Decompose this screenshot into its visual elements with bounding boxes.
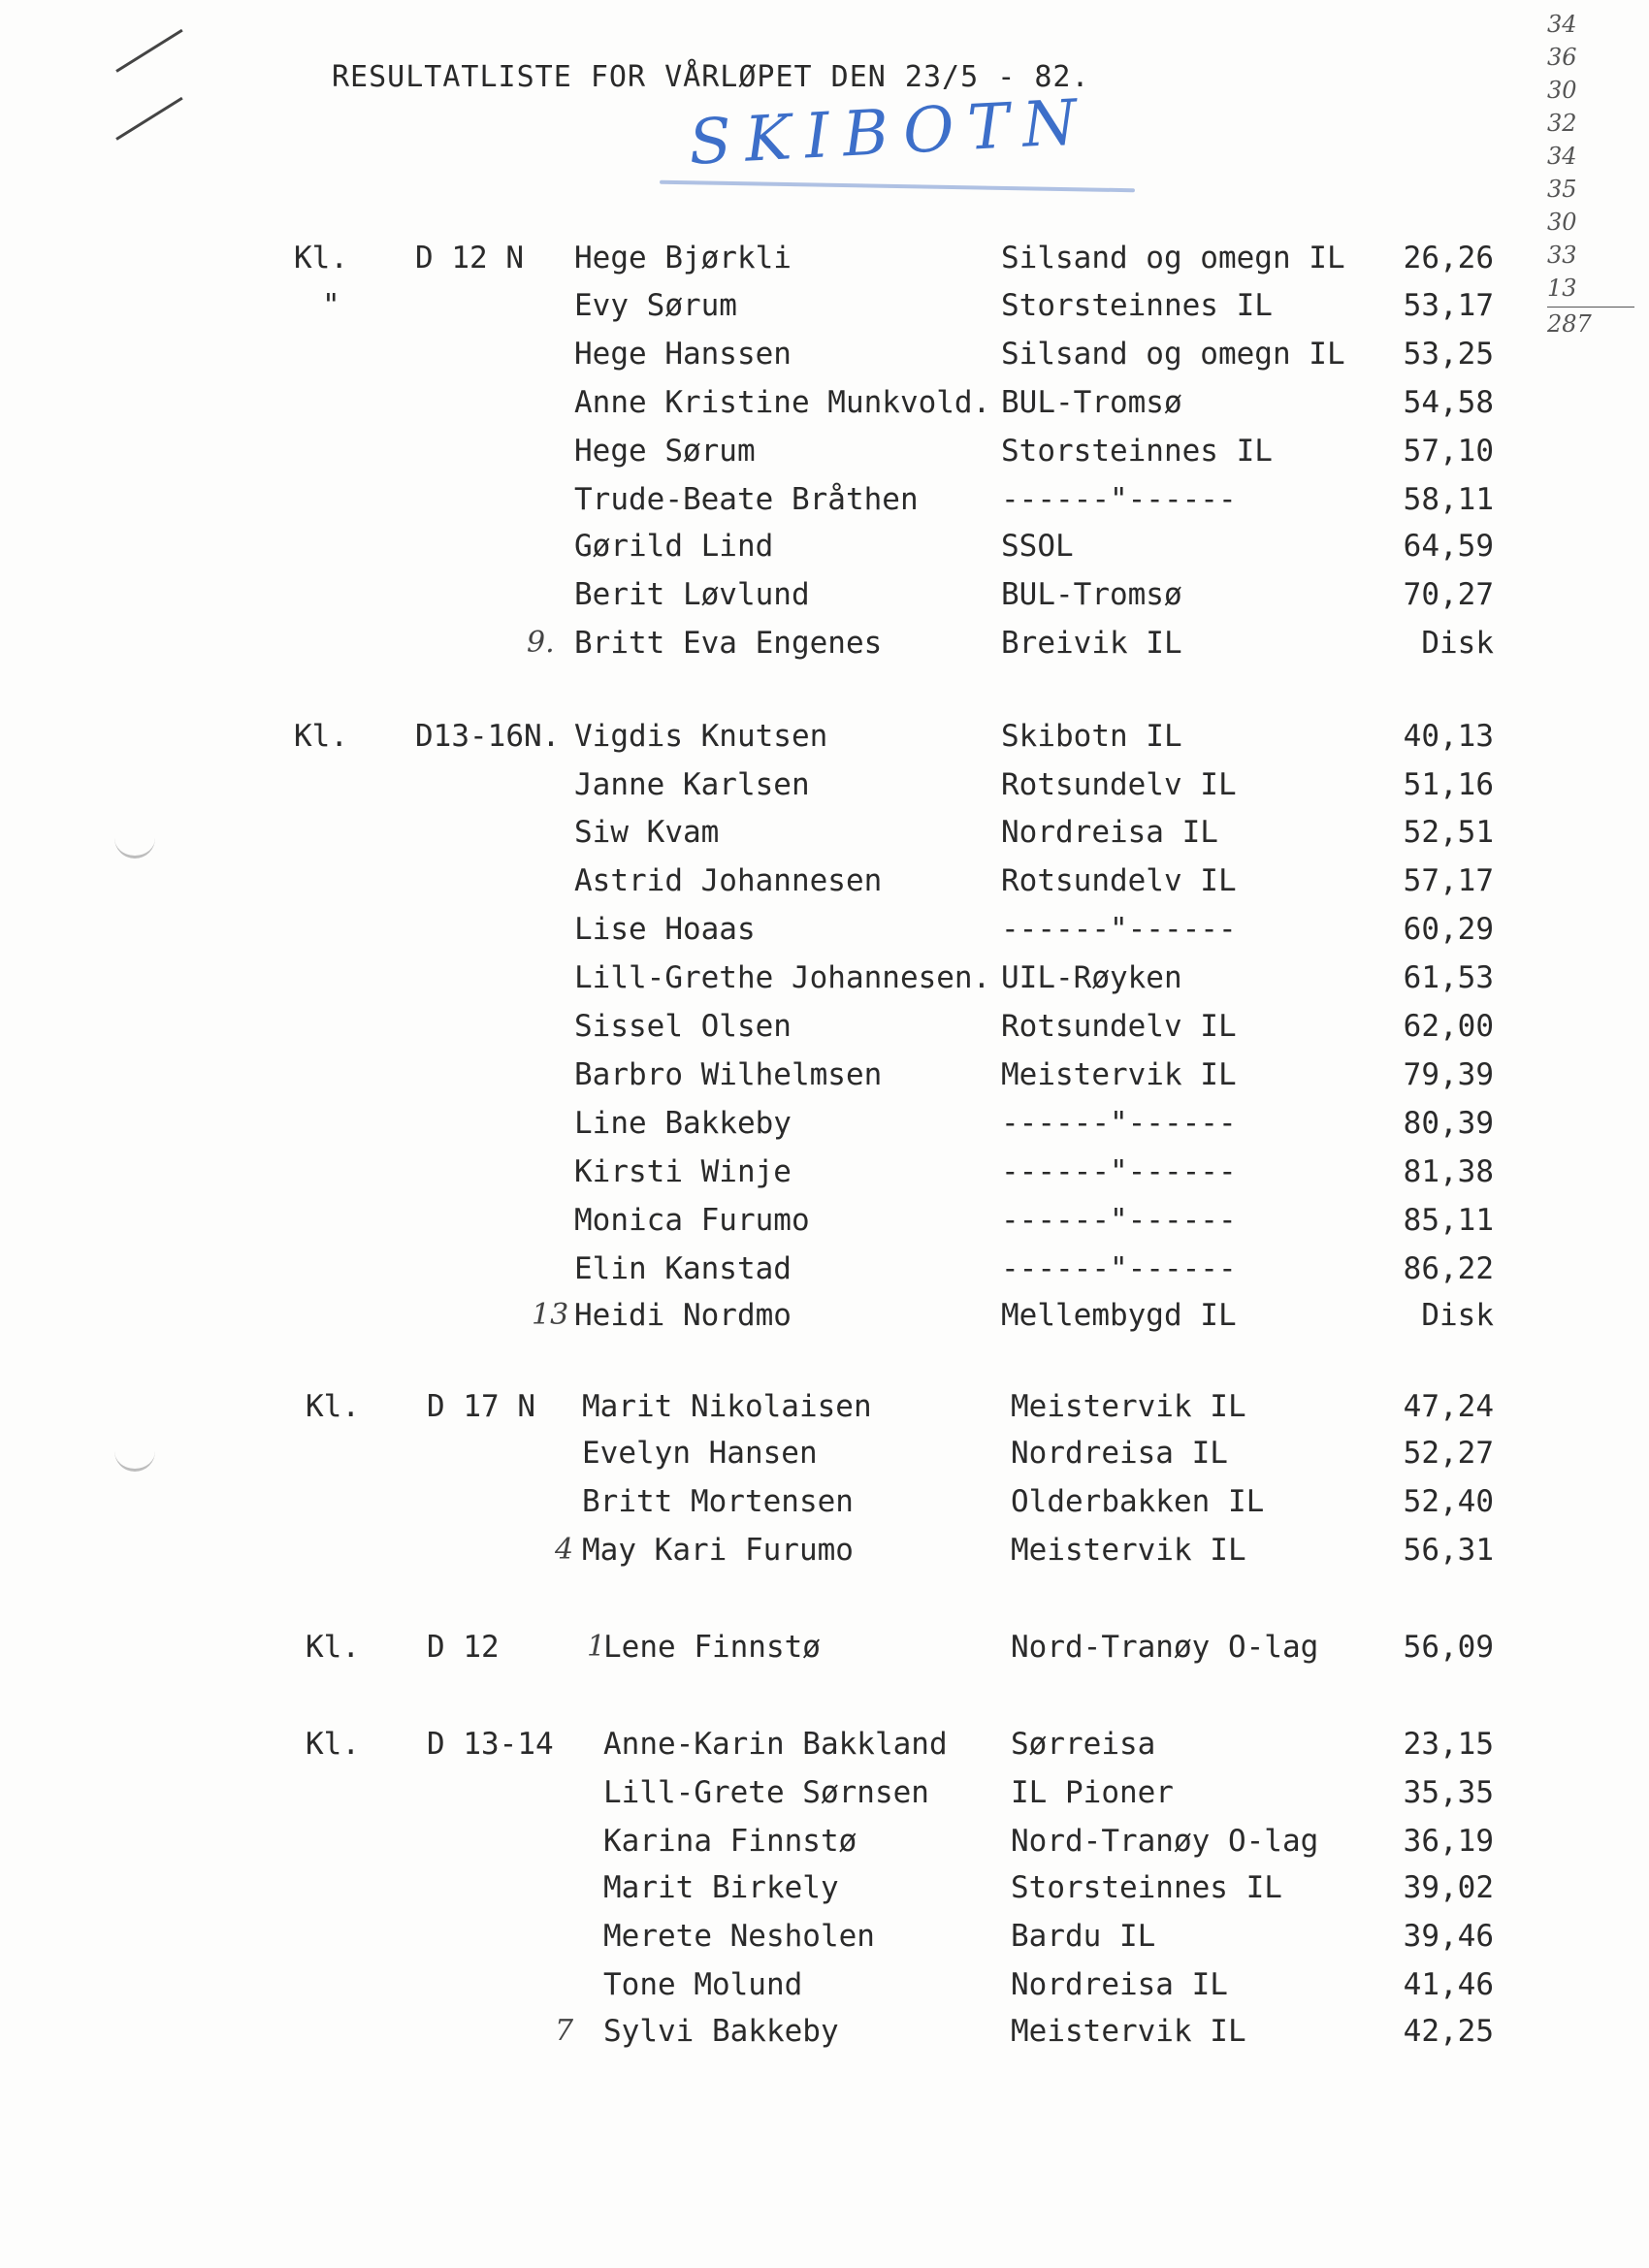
club-name: Bardu IL [1011,1919,1156,1954]
result-time: 53,17 [1403,288,1494,323]
club-name: ------"------ [1001,1106,1237,1141]
tally-value: 30 [1547,209,1577,236]
handwritten-count: 1 [587,1630,606,1664]
result-row [0,1870,1649,1917]
club-name: Nord-Tranøy O-lag [1011,1630,1319,1665]
runner-name: Hege Hanssen [574,337,792,372]
runner-name: Tone Molund [603,1967,803,2002]
result-row [0,529,1649,575]
result-row [0,1106,1649,1152]
club-name: Meistervik IL [1011,2014,1246,2049]
runner-name: Karina Finnstø [603,1824,857,1859]
runner-name: Monica Furumo [574,1203,810,1238]
result-time: 53,25 [1403,337,1494,372]
tally-value: 35 [1547,176,1577,203]
result-row [0,2014,1649,2060]
runner-name: Marit Nikolaisen [582,1389,872,1424]
result-row [0,1203,1649,1249]
club-name: ------"------ [1001,1154,1237,1189]
result-row [0,1919,1649,1965]
result-row [0,626,1649,672]
club-name: Meistervik IL [1011,1389,1246,1424]
result-row [0,434,1649,480]
result-row [0,482,1649,529]
class-prefix: Kl. [294,719,348,754]
club-name: Skibotn IL [1001,719,1182,754]
result-row [0,767,1649,814]
class-code: D 12 N [415,241,524,275]
club-name: Nord-Tranøy O-lag [1011,1824,1319,1859]
result-time: 36,19 [1403,1824,1494,1859]
result-time: 61,53 [1403,960,1494,995]
runner-name: May Kari Furumo [582,1533,854,1568]
runner-name: Hege Bjørkli [574,241,792,275]
result-row [0,385,1649,432]
club-name: Meistervik IL [1011,1533,1246,1568]
class-code: D 12 [427,1630,500,1665]
runner-name: Kirsti Winje [574,1154,792,1189]
runner-name: Marit Birkely [603,1870,839,1905]
result-time: 56,09 [1403,1630,1494,1665]
handwritten-count: 9. [527,626,555,660]
runner-name: Barbro Wilhelmsen [574,1057,883,1092]
class-prefix: " [322,288,340,323]
result-row [0,288,1649,335]
club-name: Olderbakken IL [1011,1484,1265,1519]
club-name: Rotsundelv IL [1001,1009,1237,1044]
club-name: BUL-Tromsø [1001,385,1182,420]
result-time: 51,16 [1403,767,1494,802]
result-time: 26,26 [1403,241,1494,275]
runner-name: Trude-Beate Bråthen [574,482,919,517]
club-name: ------"------ [1001,1251,1237,1286]
result-time: 85,11 [1403,1203,1494,1238]
runner-name: Britt Eva Engenes [574,626,883,661]
result-time: Disk [1421,626,1494,661]
club-name: Storsteinnes IL [1001,288,1273,323]
result-row [0,1436,1649,1482]
tally-value: 36 [1547,44,1577,71]
result-time: 80,39 [1403,1106,1494,1141]
result-row [0,337,1649,383]
result-row [0,241,1649,287]
class-prefix: Kl. [306,1389,360,1424]
class-code: D 13-14 [427,1727,554,1762]
result-row [0,1967,1649,2014]
result-time: Disk [1421,1298,1494,1333]
runner-name: Britt Mortensen [582,1484,854,1519]
handwritten-count: 13 [532,1298,569,1332]
result-row [0,1484,1649,1531]
club-name: Mellembygd IL [1001,1298,1237,1333]
result-row [0,1154,1649,1201]
club-name: Nordreisa IL [1001,815,1218,850]
runner-name: Hege Sørum [574,434,756,469]
runner-name: Gørild Lind [574,529,774,564]
result-time: 60,29 [1403,912,1494,947]
result-time: 52,51 [1403,815,1494,850]
result-time: 39,46 [1403,1919,1494,1954]
result-row [0,912,1649,958]
result-row [0,960,1649,1007]
runner-name: Anne Kristine Munkvold. [574,385,991,420]
result-time: 39,02 [1403,1870,1494,1905]
runner-name: Lill-Grete Sørnsen [603,1775,929,1810]
class-prefix: Kl. [306,1630,360,1665]
club-name: Nordreisa IL [1011,1967,1228,2002]
club-name: ------"------ [1001,912,1237,947]
runner-name: Anne-Karin Bakkland [603,1727,948,1762]
result-time: 57,17 [1403,863,1494,898]
result-row [0,863,1649,910]
club-name: Silsand og omegn IL [1001,241,1345,275]
runner-name: Janne Karlsen [574,767,810,802]
club-name: Meistervik IL [1001,1057,1237,1092]
result-time: 47,24 [1403,1389,1494,1424]
result-time: 79,39 [1403,1057,1494,1092]
club-name: IL Pioner [1011,1775,1174,1810]
handwritten-count: 4 [555,1533,574,1567]
result-time: 41,46 [1403,1967,1494,2002]
tally-value: 33 [1547,242,1577,269]
tally-value: 287 [1547,307,1634,340]
result-time: 64,59 [1403,529,1494,564]
class-prefix: Kl. [294,241,348,275]
result-time: 70,27 [1403,577,1494,612]
pen-mark [115,97,182,141]
tally-value: 30 [1547,77,1577,104]
result-row [0,1824,1649,1870]
runner-name: Berit Løvlund [574,577,810,612]
tally-value: 32 [1547,110,1577,137]
club-name: BUL-Tromsø [1001,577,1182,612]
runner-name: Sylvi Bakkeby [603,2014,839,2049]
result-row [0,1251,1649,1298]
result-row [0,577,1649,624]
result-row [0,719,1649,765]
result-time: 52,40 [1403,1484,1494,1519]
result-time: 62,00 [1403,1009,1494,1044]
runner-name: Lise Hoaas [574,912,756,947]
result-time: 86,22 [1403,1251,1494,1286]
result-row [0,1630,1649,1676]
runner-name: Siw Kvam [574,815,720,850]
result-time: 54,58 [1403,385,1494,420]
result-row [0,1775,1649,1822]
runner-name: Vigdis Knutsen [574,719,828,754]
result-time: 57,10 [1403,434,1494,469]
result-row [0,1389,1649,1436]
class-code: D 17 N [427,1389,535,1424]
runner-name: Lene Finnstø [603,1630,821,1665]
result-time: 23,15 [1403,1727,1494,1762]
result-time: 42,25 [1403,2014,1494,2049]
handwritten-count: 7 [555,2014,574,2048]
result-time: 56,31 [1403,1533,1494,1568]
class-prefix: Kl. [306,1727,360,1762]
club-name: Rotsundelv IL [1001,767,1237,802]
result-row [0,1533,1649,1579]
result-time: 35,35 [1403,1775,1494,1810]
club-name: ------"------ [1001,482,1237,517]
club-name: Rotsundelv IL [1001,863,1237,898]
club-name: Breivik IL [1001,626,1182,661]
handwritten-place-name: SKIBOTN [687,86,1092,179]
runner-name: Sissel Olsen [574,1009,792,1044]
result-row [0,1727,1649,1773]
club-name: Sørreisa [1011,1727,1156,1762]
runner-name: Line Bakkeby [574,1106,792,1141]
pen-mark [115,29,182,73]
club-name: Storsteinnes IL [1011,1870,1282,1905]
result-row [0,1298,1649,1345]
result-row [0,1057,1649,1104]
result-row [0,815,1649,861]
runner-name: Astrid Johannesen [574,863,883,898]
tally-value: 34 [1547,11,1577,38]
runner-name: Heidi Nordmo [574,1298,792,1333]
runner-name: Evelyn Hansen [582,1436,818,1471]
club-name: UIL-Røyken [1001,960,1182,995]
result-time: 40,13 [1403,719,1494,754]
runner-name: Merete Nesholen [603,1919,875,1954]
club-name: ------"------ [1001,1203,1237,1238]
club-name: Nordreisa IL [1011,1436,1228,1471]
club-name: SSOL [1001,529,1074,564]
page-title: RESULTATLISTE FOR VÅRLØPET DEN 23/5 - 82. [332,60,1090,94]
result-row [0,1009,1649,1055]
class-code: D13-16N. [415,719,561,754]
runner-name: Evy Sørum [574,288,737,323]
result-time: 58,11 [1403,482,1494,517]
club-name: Storsteinnes IL [1001,434,1273,469]
club-name: Silsand og omegn IL [1001,337,1345,372]
handwritten-underline [660,180,1135,193]
tally-value: 13 [1547,275,1577,302]
tally-value: 34 [1547,143,1577,170]
runner-name: Lill-Grethe Johannesen. [574,960,991,995]
result-time: 52,27 [1403,1436,1494,1471]
result-time: 81,38 [1403,1154,1494,1189]
runner-name: Elin Kanstad [574,1251,792,1286]
